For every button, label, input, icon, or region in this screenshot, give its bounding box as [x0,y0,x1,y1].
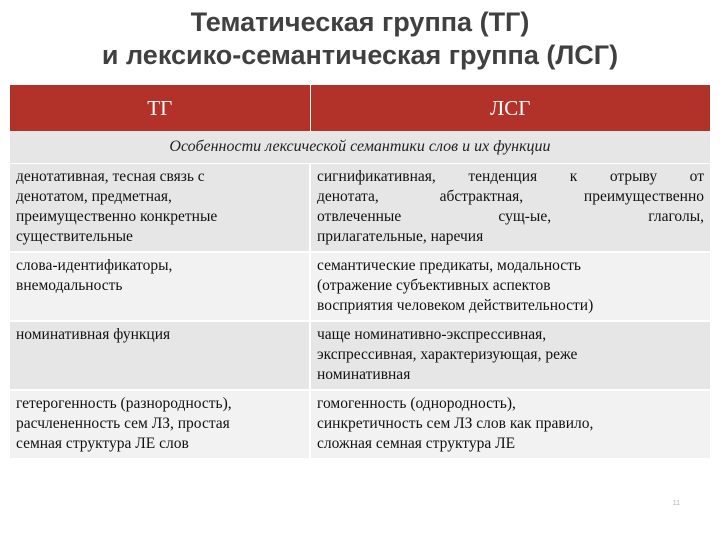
table-subheader: Особенности лексической семантики слов и их функции [10,131,710,164]
cell-line: экспрессивная, характеризующая, реже [317,346,578,363]
table-row [10,390,710,459]
cell-line: отвлеченные сущ-ые, глаголы, [317,208,704,225]
row-1-tg-cell [10,164,310,253]
cell-line: денотатом, предметная, [16,188,172,205]
cell-line: синкретичность сем ЛЗ слов как правило, [317,415,594,432]
cell-line: денотативная, тесная связь с [16,168,205,185]
table-row [10,321,710,390]
table-header-row [10,85,710,131]
cell-line: слова-идентификаторы, [16,257,173,274]
table-subheader-row [10,131,710,164]
row-3-lsg-cell [310,321,710,390]
cell-line: номинативная [317,366,411,383]
cell-line: внемодальность [16,277,123,294]
cell-line: преимущественно конкретные [16,208,218,225]
title-line-1: Тематическая группа (ТГ) [190,7,530,37]
cell-line: гетерогенность (разнородность), [16,395,232,412]
table-row [10,164,710,253]
row-1-lsg-cell [310,164,710,253]
row-4-tg-cell [10,390,310,459]
comparison-table [10,85,710,460]
cell-line: семантические предикаты, модальность [317,257,581,274]
row-4-lsg-cell [310,390,710,459]
cell-line: сложная семная структура ЛЕ [317,435,516,452]
cell-line: восприятия человеком действительности) [317,297,594,314]
header-lsg: ЛСГ [310,85,710,131]
table-row [10,252,710,321]
row-3-tg-cell [10,321,310,390]
cell-line: (отражение субъективных аспектов [317,277,551,294]
cell-line: прилагательные, наречия [317,228,484,245]
cell-line: существительные [16,228,133,245]
row-2-lsg-cell [310,252,710,321]
cell-line: сигнификативная, тенденция к отрыву от [317,168,704,185]
page-number: 11 [672,500,680,507]
cell-line: номинативная функция [16,326,171,343]
row-2-tg-cell [10,252,310,321]
header-tg: ТГ [10,85,310,131]
cell-line: гомогенность (однородность), [317,395,516,412]
title-line-2: и лексико-семантическая группа (ЛСГ) [101,40,619,70]
cell-line: расчлененность сем ЛЗ, простая [16,415,230,432]
cell-line: денотата, абстрактная, преимущественно [317,188,704,205]
slide-title [0,6,720,72]
cell-line: семная структура ЛЕ слов [16,435,189,452]
cell-line: чаще номинативно-экспрессивная, [317,326,547,343]
